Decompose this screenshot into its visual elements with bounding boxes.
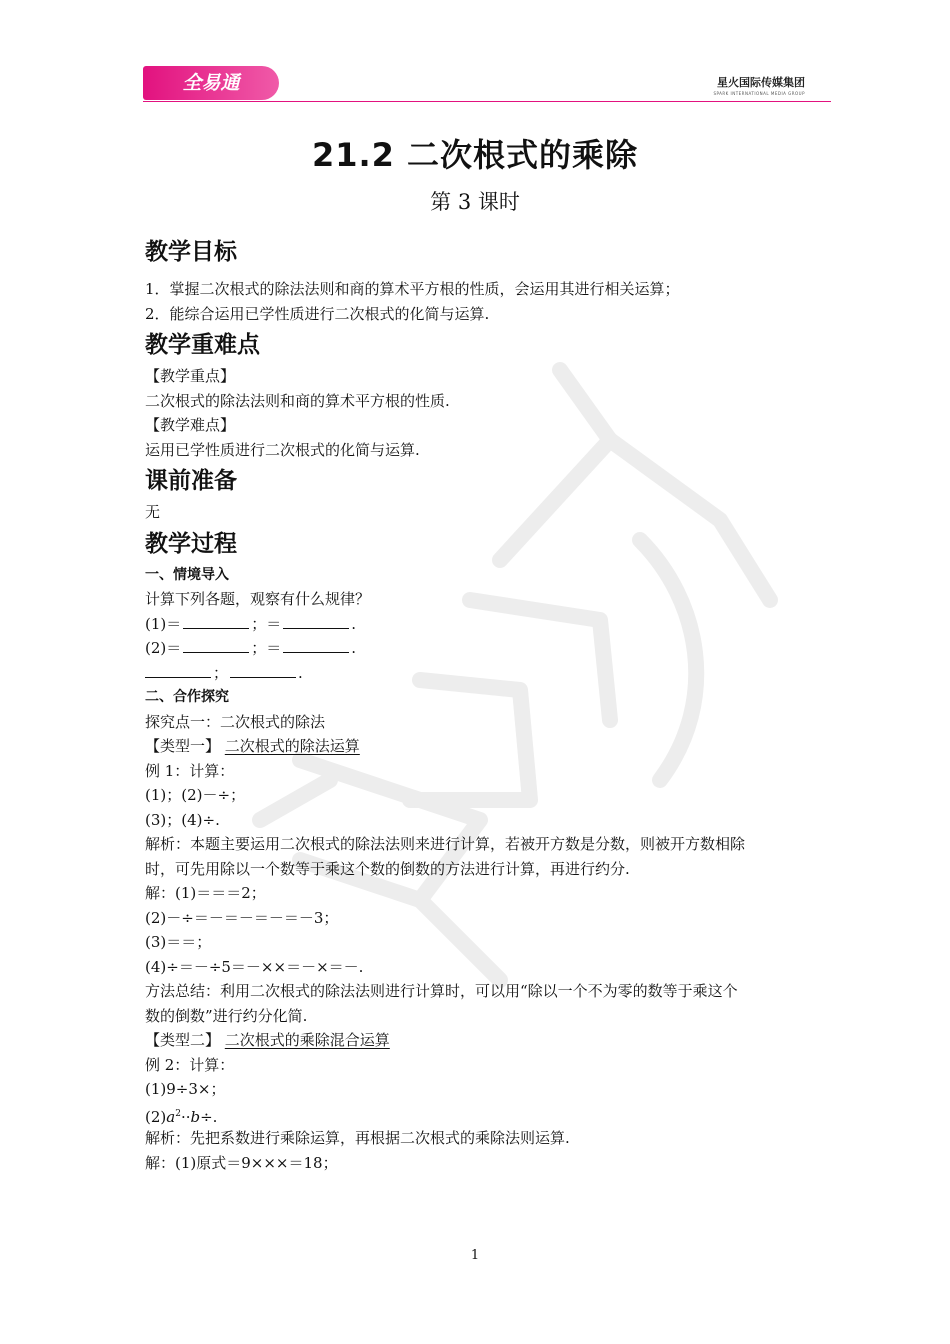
example-1-analysis: 解析：本题主要运用二次根式的除法法则来进行计算，若被开方数是分数，则被开方数相除	[145, 835, 746, 853]
example-1: 例 1：计算：	[145, 761, 235, 780]
type-2-label: 【类型二】	[145, 1031, 221, 1049]
brand-logo: 全易通	[143, 66, 279, 100]
difficulty-label: 【教学难点】	[145, 416, 236, 434]
example-1-line: (1)；(2)－÷；	[145, 786, 246, 804]
example-1-analysis: 时，可先用除以一个数等于乘这个数的倒数的方法进行计算，再进行约分.	[145, 859, 630, 878]
explore-point-1: 探究点一：二次根式的除法	[145, 712, 326, 731]
example-2: 例 2：计算：	[145, 1055, 235, 1074]
focus-text: 二次根式的除法法则和商的算术平方根的性质.	[145, 391, 450, 410]
answer-blank	[283, 614, 349, 629]
part1-intro: 计算下列各题，观察有什么规律？	[145, 590, 371, 608]
example-1-solution: 解：(1)＝＝＝2；	[145, 884, 266, 902]
example-1-solution: (4)÷＝－÷5＝－××＝－×＝－.	[145, 957, 364, 976]
page-header	[143, 66, 831, 102]
example-1-solution: (3)＝＝；	[145, 933, 212, 951]
focus-label: 【教学重点】	[145, 367, 236, 385]
method-summary: 方法总结：利用二次根式的除法法则进行计算时，可以用“除以一个不为零的数等于乘这个	[145, 982, 738, 1000]
question-3: ； .	[145, 661, 810, 686]
heading-prep: 课前准备	[145, 468, 237, 494]
prep-text: 无	[145, 503, 161, 521]
publisher-name	[713, 74, 805, 96]
goal-item: 1．掌握二次根式的除法法则和商的算术平方根的性质，会运用其进行相关运算；	[145, 280, 680, 298]
heading-goals: 教学目标	[145, 239, 237, 265]
header-rule	[143, 101, 831, 102]
example-2-solution: 解：(1)原式＝9×××＝18；	[145, 1153, 338, 1172]
answer-blank	[230, 663, 296, 678]
answer-blank	[183, 638, 249, 653]
type-1-title: 二次根式的除法运算	[224, 737, 360, 755]
part1-heading: 一、情境导入	[145, 566, 229, 583]
document-subtitle: 第 3 课时	[430, 190, 520, 214]
document-title: 21.2 二次根式的乘除	[311, 136, 639, 174]
example-2-analysis: 解析：先把系数进行乘除运算，再根据二次根式的乘除法则运算.	[145, 1129, 570, 1147]
example-1-line: (3)；(4)÷.	[145, 810, 220, 829]
heading-key-points: 教学重难点	[145, 332, 260, 358]
question-2: (2)＝ ；＝ .	[145, 639, 357, 657]
answer-blank	[183, 614, 249, 629]
page-number: 1	[470, 1248, 480, 1263]
example-1-solution: (2)－÷＝－＝－＝－＝－3；	[145, 908, 339, 927]
heading-process: 教学过程	[145, 530, 237, 557]
type-2	[145, 1028, 810, 1053]
document-body	[145, 233, 810, 1175]
example-2-line: $(2)a^2\cdot\cdot b\div$.	[145, 1107, 218, 1126]
answer-blank	[145, 663, 211, 678]
type-1-label: 【类型一】	[145, 737, 221, 755]
goal-item: 2．能综合运用已学性质进行二次根式的化简与运算.	[145, 304, 490, 323]
type-2-title: 二次根式的乘除混合运算	[224, 1031, 390, 1049]
difficulty-text: 运用已学性质进行二次根式的化简与运算.	[145, 440, 420, 459]
method-summary: 数的倒数”进行约分化简.	[145, 1006, 308, 1025]
part2-heading: 二、合作探究	[145, 689, 229, 705]
type-1	[145, 734, 810, 759]
answer-blank	[283, 638, 349, 653]
publisher-en: SPARK INTERNATIONAL MEDIA GROUP	[713, 91, 805, 96]
publisher-cn: 星火国际传媒集团	[717, 76, 805, 89]
question-1: (1)＝ ；＝ .	[145, 614, 357, 633]
example-2-line: (1)9÷3×；	[145, 1080, 226, 1098]
